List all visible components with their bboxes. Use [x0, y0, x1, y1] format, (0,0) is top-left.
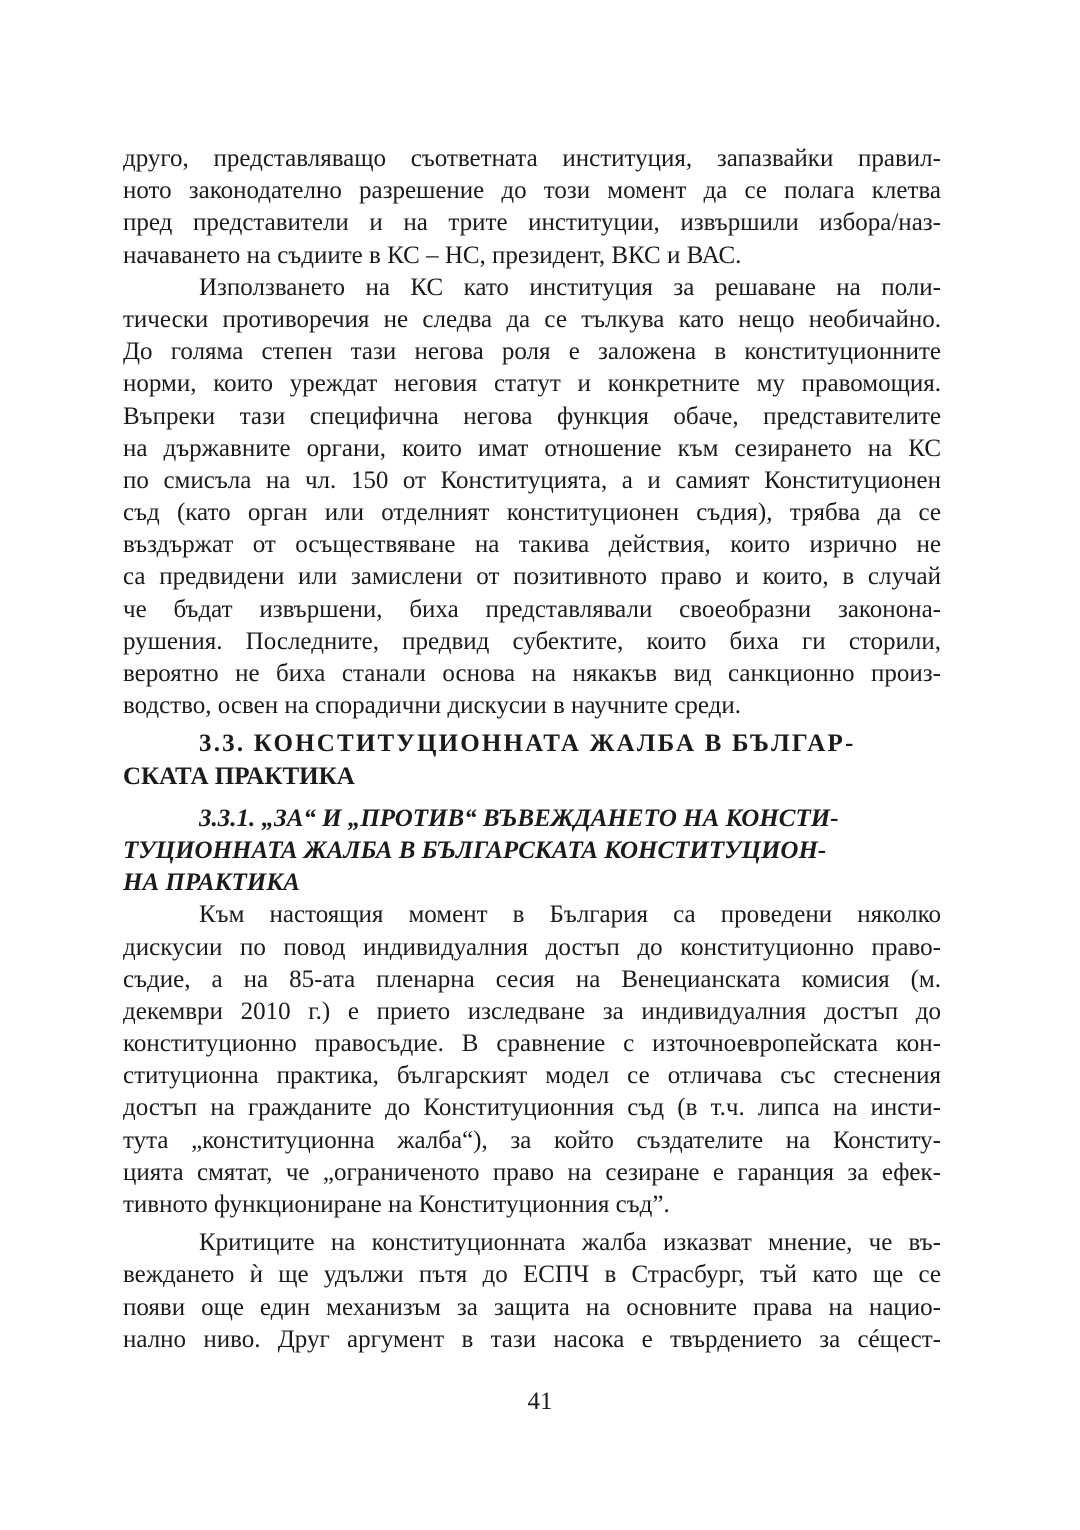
text-line: дискусии по повод индивидуалния достъп до конституционно право-: [123, 933, 941, 961]
text-line: на държавните органи, които имат отношение към сезирането на КС: [123, 434, 941, 462]
heading-line: 3.3.1. „ЗА“ И „ПРОТИВ“ ВЪВЕЖДАНЕТО НА КОНСТИ-: [199, 804, 839, 832]
text-line: появи още един механизъм за защита на основните права на нацио-: [123, 1293, 941, 1321]
text-line: Въпреки тази специфична негова функция обаче, представителите: [123, 402, 941, 430]
text-line: Към настоящия момент в България са проведени няколко: [199, 901, 941, 929]
paragraph-2: [123, 272, 941, 723]
section-heading: [123, 728, 941, 792]
paragraph-3: [123, 899, 941, 1221]
text-line: тически противоречия не следва да се тълкува като нещо необичайно.: [123, 305, 941, 333]
page-body: [123, 143, 941, 1356]
text-line: конституционно правосъдие. В сравнение с източноевропейската кон-: [123, 1030, 941, 1058]
text-line: нално ниво. Друг аргумент в тази насока е твърдението за сéщест-: [123, 1325, 941, 1353]
text-line: норми, които уреждат неговия статут и конкретните му правомощия.: [123, 370, 941, 398]
text-line: рушения. Последните, предвид субектите, които биха ги сторили,: [123, 627, 941, 655]
text-line: са предвидени или замислени от позитивното право и които, в случай: [123, 563, 941, 591]
text-line: съдие, а на 85-ата пленарна сесия на Венецианската комисия (м.: [123, 965, 941, 993]
text-line: съд (като орган или отделният конституционен съдия), трябва да се: [123, 499, 941, 527]
text-line: достъп на гражданите до Конституционния съд (в т.ч. липса на инсти-: [123, 1094, 941, 1122]
paragraph-1: [123, 143, 941, 272]
heading-line: НА ПРАКТИКА: [123, 869, 300, 897]
text-line: Използването на КС като институция за решаване на поли-: [199, 273, 941, 301]
text-line: цията смятат, че „ограниченото право на сезиране е гаранция за ефек-: [123, 1158, 941, 1186]
text-line: тута „конституционна жалба“), за който създателите на Конститу-: [123, 1126, 941, 1154]
heading-line: 3.3. КОНСТИТУЦИОННАТА ЖАЛБА В БЪЛГАР-: [199, 730, 856, 758]
text-line: начаването на съдиите в КС – НС, президент, ВКС и ВАС.: [123, 241, 742, 269]
text-line: пред представители и на трите институции, извършили избора/наз-: [123, 209, 941, 237]
text-line: че бъдат извършени, биха представлявали своеобразни законона-: [123, 595, 941, 623]
text-line: вероятно не биха станали основа на някакъв вид санкционно произ-: [123, 660, 941, 687]
text-line: тивното функциониране на Конституционния съд”.: [123, 1191, 670, 1218]
paragraph-4: [123, 1227, 941, 1356]
text-line: декември 2010 г.) е прието изследване за индивидуалния достъп до: [123, 997, 941, 1025]
text-line: въздържат от осъществяване на такива действия, които изрично не: [123, 531, 941, 559]
text-line: веждането ѝ ще удължи пътя до ЕСПЧ в Страсбург, тъй като ще се: [123, 1261, 941, 1289]
page-number: 41: [527, 1388, 553, 1415]
text-line: Критиците на конституционната жалба изказват мнение, че въ-: [199, 1229, 941, 1257]
text-line: До голяма степен тази негова роля е заложена в конституционните: [123, 338, 941, 366]
text-line: ституционна практика, българският модел се отличава със стеснения: [123, 1062, 941, 1090]
text-line: друго, представляващо съответната институция, запазвайки правил-: [123, 145, 941, 172]
subsection-heading: [123, 803, 941, 900]
heading-line: СКАТА ПРАКТИКА: [123, 762, 355, 790]
heading-line: ТУЦИОННАТА ЖАЛБА В БЪЛГАРСКАТА КОНСТИТУЦИОН-: [123, 836, 827, 864]
text-line: ното законодателно разрешение до този момент да се полага клетва: [123, 177, 941, 205]
text-line: водство, освен на спорадични дискусии в научните среди.: [123, 692, 742, 720]
text-line: по смисъла на чл. 150 от Конституцията, а и самият Конституционен: [123, 466, 941, 494]
